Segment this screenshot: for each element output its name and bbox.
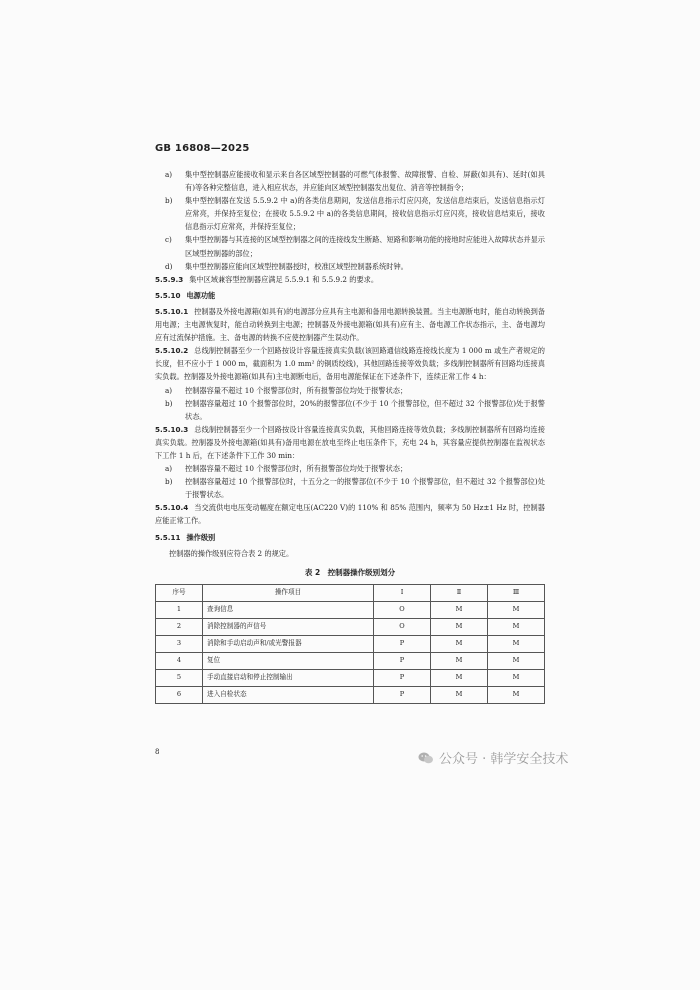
- cell-level-2: M: [431, 686, 488, 703]
- cell-level-1: P: [374, 669, 431, 686]
- page-number: 8: [155, 748, 160, 756]
- list-marker: a): [165, 464, 173, 474]
- cell-level-1: P: [374, 635, 431, 652]
- clause-number: 5.5.10.2: [155, 346, 189, 356]
- watermark-text: 公众号 · 韩学安全技术: [439, 752, 569, 767]
- clause-text: 总线制控制器至少一个回路按设计容量连接真实负载(该回路通信线路连接线长度为 1 000 m 或生产者规定的长度，但不应小于 1 000 m，截面积为 1.0 mm² 的铜质绞线)，其他回路连接等效负载；多线制控制器所有回路均连接真实负载。控制器及外接电源箱(如具有)主电源断电后，备用电源能保证在下述条件下，连续正常工作 4 h：: [155, 346, 545, 382]
- cell-level-2: M: [431, 635, 488, 652]
- cell-level-2: M: [431, 601, 488, 618]
- cell-index: 5: [156, 669, 203, 686]
- document-body: [155, 168, 545, 704]
- cell-index: 1: [156, 601, 203, 618]
- clause-5-5-10-2: [155, 344, 545, 383]
- list-item: [155, 233, 545, 259]
- cell-level-3: M: [488, 669, 545, 686]
- cell-level-1: O: [374, 601, 431, 618]
- list-text: 集中型控制器在发送 5.5.9.2 中 a)的各类信息期间，发送信息指示灯应闪亮，发送信息结束后，发送信息指示灯应常亮，并保持至复位；在接收 5.5.9.2 中 a)的各类信息期间，接收信息指示灯应闪亮，接收信息结束后，接收信息指示灯应常亮，并保持至复位；: [185, 196, 545, 232]
- cell-level-1: P: [374, 686, 431, 703]
- list-marker: b): [165, 398, 173, 408]
- list-item: [155, 194, 545, 233]
- cell-item: 复位: [203, 652, 374, 669]
- clause-number: 5.5.9.3: [155, 274, 184, 284]
- clause-number: 5.5.10.4: [155, 503, 189, 513]
- clause-text: 总线制控制器至少一个回路按设计容量连接真实负载，其他回路连接等效负载；多线制控制器所有回路均连接真实负载。控制器及外接电源箱(如具有)备用电源在放电至终止电压条件下，充电 24 h，其容量应提供控制器在监视状态下工作 1 h 后，在下述条件下工作 30 min：: [155, 424, 545, 460]
- cell-item: 查询信息: [203, 601, 374, 618]
- table-row: [156, 601, 545, 618]
- list-item: [155, 260, 545, 273]
- clause-text: 控制器及外接电源箱(如具有)的电源部分应具有主电源和备用电源转换装置。当主电源断电时，能自动转换到备用电源；主电源恢复时，能自动转换到主电源；控制器及外接电源箱(如具有)应有主、备电源工作状态指示，主、备电源均应有过流保护措施。主、备电源的转换不应使控制器产生误动作。: [155, 306, 545, 343]
- list-item: [155, 397, 545, 423]
- col-header-item: 操作项目: [203, 584, 374, 601]
- list-text: 集中型控制器应能向区域型控制器授时，校准区域型控制器系统时钟。: [185, 261, 408, 271]
- list-text: 控制器容量超过 10 个报警部位时，十五分之一的报警部位(不少于 10 个报警部位，但不超过 32 个报警部位)处于报警状态。: [185, 477, 545, 500]
- cell-index: 4: [156, 652, 203, 669]
- cell-level-3: M: [488, 635, 545, 652]
- col-header-level-2: Ⅱ: [431, 584, 488, 601]
- clause-number: 5.5.10.1: [155, 306, 189, 316]
- section-title: 操作级别: [186, 532, 216, 542]
- list-marker: c): [165, 235, 172, 245]
- section-number: 5.5.10: [155, 290, 181, 300]
- section-title: 电源功能: [186, 290, 216, 300]
- cell-index: 2: [156, 618, 203, 635]
- list-text: 控制器容量不超过 10 个报警部位时，所有报警部位均处于报警状态；: [185, 385, 408, 395]
- wechat-icon: [418, 751, 434, 765]
- watermark: [418, 748, 568, 767]
- cell-level-1: O: [374, 618, 431, 635]
- col-header-level-3: Ⅲ: [488, 584, 545, 601]
- clause-text: 当交流供电电压变动幅度在额定电压(AC220 V)的 110% 和 85% 范围内，频率为 50 Hz±1 Hz 时，控制器应能正常工作。: [155, 503, 545, 526]
- cell-level-3: M: [488, 601, 545, 618]
- table-row: [156, 669, 545, 686]
- section-number: 5.5.11: [155, 532, 181, 542]
- cell-item: 手动直接启动和停止控制输出: [203, 669, 374, 686]
- list-a-to-d: [155, 168, 545, 273]
- clause-5-5-10-4: [155, 501, 545, 527]
- table-row: [156, 686, 545, 703]
- cell-level-3: M: [488, 618, 545, 635]
- list-item: [155, 384, 545, 397]
- clause-5-5-9-3: [155, 273, 545, 286]
- table-row: [156, 652, 545, 669]
- list-item: [155, 475, 545, 501]
- clause-5-5-10-1: [155, 305, 545, 344]
- table-row: [156, 635, 545, 652]
- list-text: 控制器容量超过 10 个报警部位时，20%的报警部位(不少于 10 个报警部位，但不超过 32 个报警部位)处于报警状态。: [185, 398, 545, 421]
- list-marker: a): [165, 385, 173, 395]
- list-marker: b): [165, 196, 173, 206]
- clause-number: 5.5.10.3: [155, 424, 189, 434]
- cell-item: 消除和手动启动声和/或光警报器: [203, 635, 374, 652]
- table-caption: 表 2 控制器操作级别划分: [304, 567, 396, 577]
- list-marker: d): [165, 261, 173, 271]
- standard-number: GB 16808—2025: [155, 143, 250, 154]
- cell-item: 消除控制器的声信号: [203, 618, 374, 635]
- list-text: 集中型控制器应能接收和显示来自各区域型控制器的可燃气体报警、故障报警、自检、屏蔽(如具有)、延时(如具有)等各种完整信息，进入相应状态，并应能向区域型控制器发出复位、消音等控制指令；: [185, 170, 545, 193]
- section-5-5-11-text: 控制器的操作级别应符合表 2 的规定。: [169, 548, 294, 558]
- cell-item: 进入自检状态: [203, 686, 374, 703]
- cell-level-2: M: [431, 669, 488, 686]
- clause-text: 集中区域兼容型控制器应满足 5.5.9.1 和 5.5.9.2 的要求。: [189, 274, 379, 284]
- list-item: [155, 168, 545, 194]
- operation-level-table: [155, 584, 545, 704]
- list-text: 集中型控制器与其连接的区域型控制器之间的连接线发生断路、短路和影响功能的接地时应能进入故障状态并显示区域型控制器的部位；: [185, 235, 545, 258]
- cell-level-2: M: [431, 618, 488, 635]
- list-item: [155, 462, 545, 475]
- table-header-row: [156, 584, 545, 601]
- cell-level-2: M: [431, 652, 488, 669]
- col-header-level-1: Ⅰ: [374, 584, 431, 601]
- cell-level-1: P: [374, 652, 431, 669]
- cell-level-3: M: [488, 686, 545, 703]
- list-marker: b): [165, 477, 173, 487]
- list-text: 控制器容量不超过 10 个报警部位时，所有报警部位均处于报警状态；: [185, 464, 408, 474]
- clause-5-5-10-3: [155, 423, 545, 462]
- cell-level-3: M: [488, 652, 545, 669]
- col-header-index: 序号: [156, 584, 203, 601]
- table-row: [156, 618, 545, 635]
- section-5-5-10-heading: [155, 289, 545, 302]
- section-5-5-11-heading: [155, 531, 545, 544]
- cell-index: 6: [156, 686, 203, 703]
- cell-index: 3: [156, 635, 203, 652]
- list-marker: a): [165, 170, 173, 179]
